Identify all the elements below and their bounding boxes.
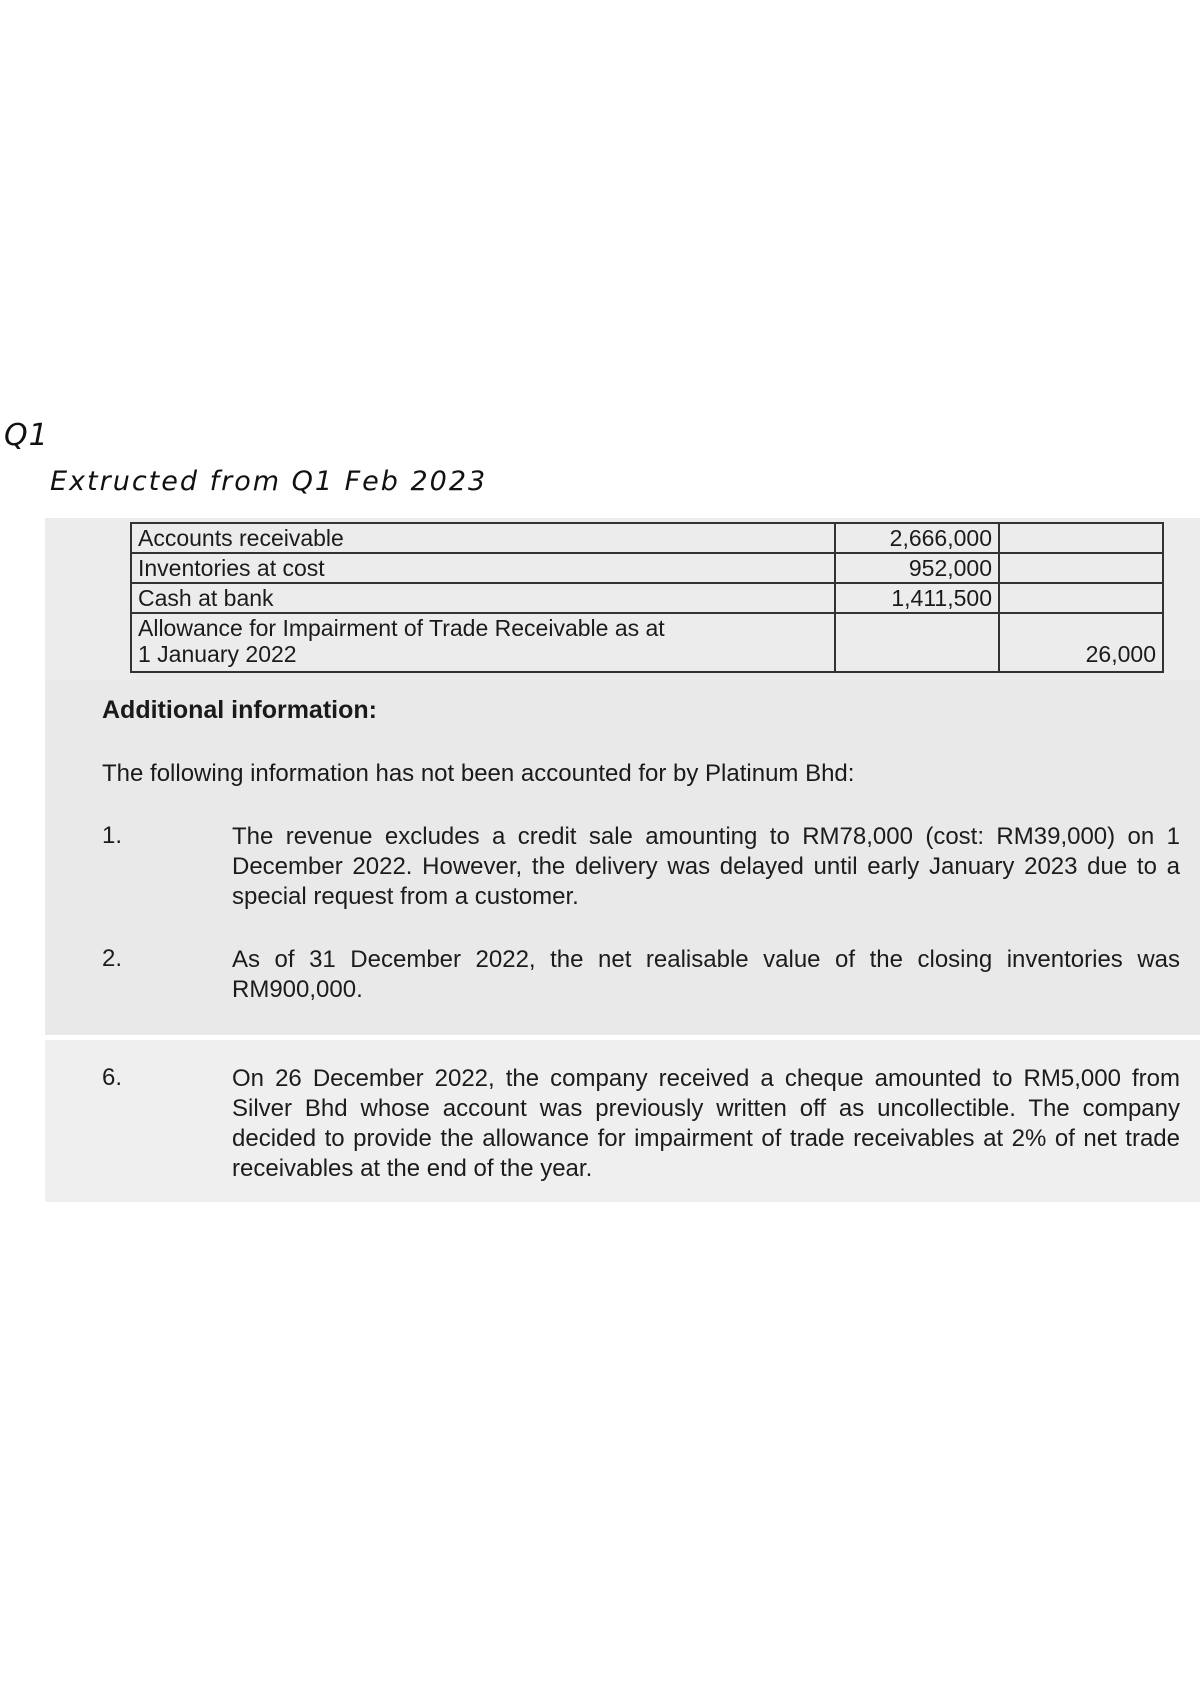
item-number: 1. xyxy=(102,822,123,849)
additional-heading: Additional information: xyxy=(102,696,377,724)
row-credit xyxy=(999,553,1163,583)
question-label: Q1 xyxy=(4,418,49,453)
row-description: Accounts receivable xyxy=(131,523,835,553)
table-row xyxy=(131,523,1163,553)
item-text: On 26 December 2022, the company received a cheque amounted to RM5,000 from Silver Bhd whose account was previously written off as uncollectible. The company decided to provide the allowance for impairment of trade receivables at 2% of net trade receivables at the end of the year. xyxy=(232,1065,1180,1182)
table-row xyxy=(131,553,1163,583)
row-debit xyxy=(835,613,999,672)
row-debit: 1,411,500 xyxy=(835,583,999,613)
source-note: Extructed from Q1 Feb 2023 xyxy=(50,466,488,497)
item6-excerpt xyxy=(45,1040,1200,1202)
row-credit xyxy=(999,523,1163,553)
trial-balance-table xyxy=(130,522,1164,673)
item-text: As of 31 December 2022, the net realisable value of the closing inventories was RM900,000. xyxy=(232,946,1180,1003)
additional-info-excerpt xyxy=(45,680,1200,1035)
item-number: 2. xyxy=(102,945,123,972)
row-credit xyxy=(999,583,1163,613)
table-row xyxy=(131,613,1163,672)
table-excerpt xyxy=(45,518,1200,680)
row-description xyxy=(131,613,835,672)
row-debit: 952,000 xyxy=(835,553,999,583)
row-description: Inventories at cost xyxy=(131,553,835,583)
row-description-line1: Allowance for Impairment of Trade Receivable as at xyxy=(138,615,665,641)
additional-intro: The following information has not been accounted for by Platinum Bhd: xyxy=(102,760,855,787)
row-debit: 2,666,000 xyxy=(835,523,999,553)
row-description-line2: 1 January 2022 xyxy=(138,641,297,667)
row-credit: 26,000 xyxy=(999,613,1163,672)
item-number: 6. xyxy=(102,1064,123,1091)
row-description: Cash at bank xyxy=(131,583,835,613)
table-row xyxy=(131,583,1163,613)
item-text: The revenue excludes a credit sale amounting to RM78,000 (cost: RM39,000) on 1 December 2022. However, the delivery was delayed until early January 2023 due to a special request from a customer. xyxy=(232,823,1180,910)
